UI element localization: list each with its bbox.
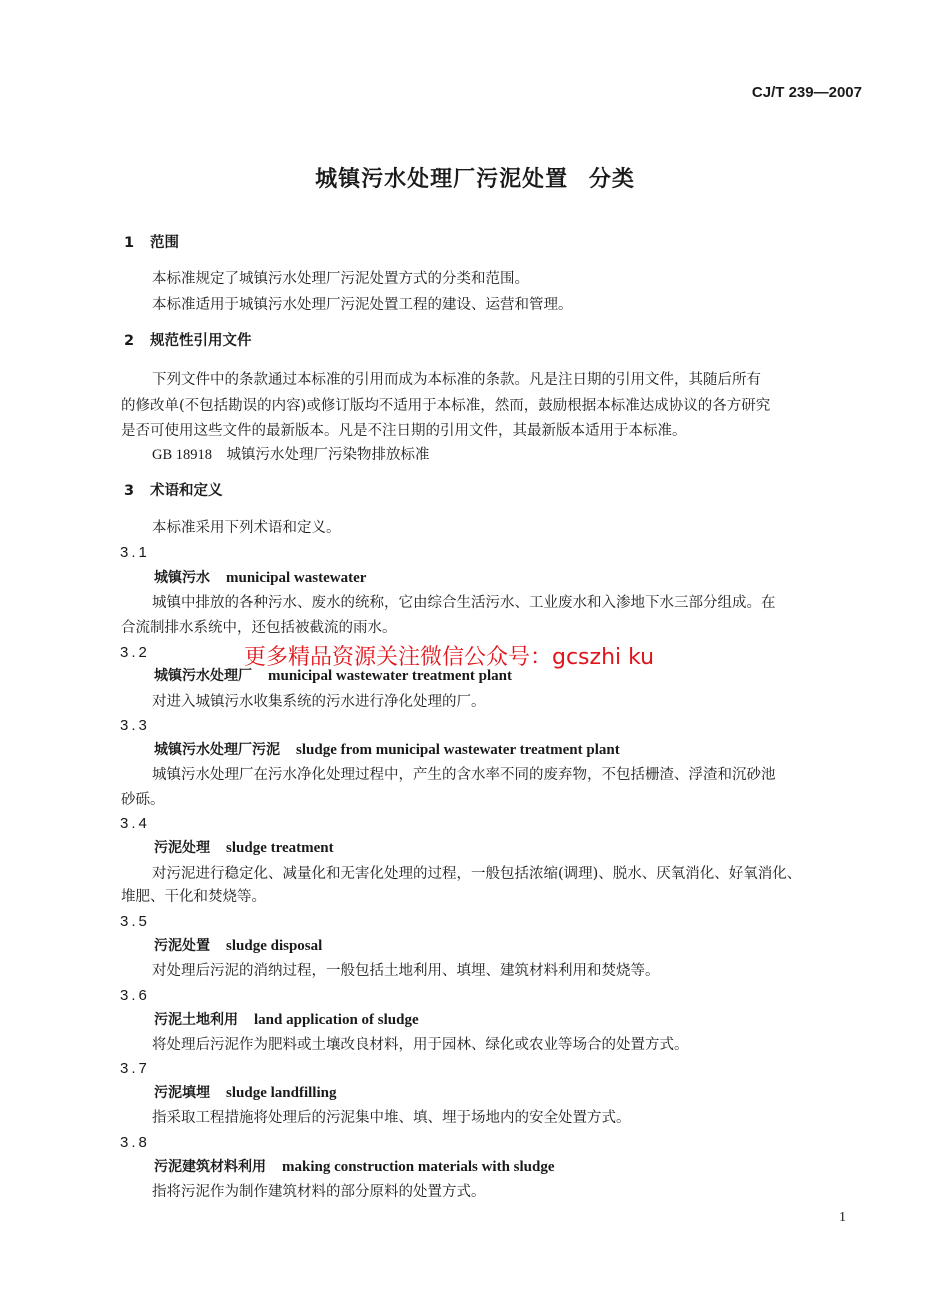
term-number: 3.3 (120, 717, 150, 734)
section-1-heading: 1 范围 (124, 235, 179, 251)
term-number: 3.6 (120, 987, 150, 1004)
term-definition: 城镇污水处理厂在污水净化处理过程中，产生的含水率不同的废弃物，不包括栅渣、浮渣和沉砂池 (152, 767, 776, 783)
term-definition: 对处理后污泥的消纳过程，一般包括土地利用、填埋、建筑材料利用和焚烧等。 (152, 963, 660, 979)
document-title: 城镇污水处理厂污泥处置 分类 (315, 167, 635, 192)
term-number: 3.4 (120, 815, 150, 832)
term-definition: 指采取工程措施将处理后的污泥集中堆、填、埋于场地内的安全处置方式。 (152, 1110, 631, 1126)
term-definition: 砂砾。 (121, 792, 165, 808)
section-2-heading: 2 规范性引用文件 (124, 333, 252, 349)
term-number: 3.5 (120, 913, 150, 930)
term-number: 3.8 (120, 1134, 150, 1151)
section-3-heading: 3 术语和定义 (124, 483, 223, 499)
term-definition: 对污泥进行稳定化、减量化和无害化处理的过程，一般包括浓缩(调理)、脱水、厌氧消化、好氧消化、 (152, 866, 802, 882)
term-number: 3.1 (120, 544, 150, 561)
term-definition: 对进入城镇污水收集系统的污水进行净化处理的厂。 (152, 694, 486, 710)
normative-reference: GB 18918 城镇污水处理厂污染物排放标准 (152, 447, 430, 463)
term-heading: 污泥土地利用 land application of sludge (154, 1012, 419, 1028)
term-definition: 堆肥、干化和焚烧等。 (121, 889, 266, 905)
term-heading: 污泥处理 sludge treatment (154, 840, 334, 856)
term-heading: 污泥建筑材料利用 making construction materials with sludge (154, 1159, 555, 1175)
page-number: 1 (839, 1210, 846, 1225)
term-definition: 将处理后污泥作为肥料或土壤改良材料，用于园林、绿化或农业等场合的处置方式。 (152, 1037, 689, 1053)
section-3-paragraph: 本标准采用下列术语和定义。 (152, 520, 341, 536)
term-heading: 城镇污水处理厂 municipal wastewater treatment plant (154, 668, 512, 684)
standard-code: CJ/T 239—2007 (751, 84, 862, 101)
section-2-paragraph: 是否可使用这些文件的最新版本。凡是不注日期的引用文件，其最新版本适用于本标准。 (121, 423, 687, 439)
term-definition: 城镇中排放的各种污水、废水的统称，它由综合生活污水、工业废水和入渗地下水三部分组成。在 (152, 595, 776, 611)
term-heading: 污泥处置 sludge disposal (154, 938, 323, 954)
term-number: 3.2 (120, 644, 150, 661)
section-2-paragraph: 的修改单(不包括勘误的内容)或修订版均不适用于本标准，然而，鼓励根据本标准达成协议的各方研究 (121, 398, 771, 414)
term-definition: 合流制排水系统中，还包括被截流的雨水。 (121, 620, 397, 636)
watermark-text: 更多精品资源关注微信公众号：gcszhi ku (244, 645, 655, 670)
section-1-paragraph: 本标准适用于城镇污水处理厂污泥处置工程的建设、运营和管理。 (152, 297, 573, 313)
term-heading: 城镇污水 municipal wastewater (154, 570, 367, 586)
term-definition: 指将污泥作为制作建筑材料的部分原料的处置方式。 (152, 1184, 486, 1200)
term-heading: 城镇污水处理厂污泥 sludge from municipal wastewater treatment plant (154, 742, 620, 758)
term-heading: 污泥填埋 sludge landfilling (154, 1085, 337, 1101)
section-2-paragraph: 下列文件中的条款通过本标准的引用而成为本标准的条款。凡是注日期的引用文件，其随后所有 (152, 372, 761, 388)
section-1-paragraph: 本标准规定了城镇污水处理厂污泥处置方式的分类和范围。 (152, 271, 529, 287)
term-number: 3.7 (120, 1060, 150, 1077)
